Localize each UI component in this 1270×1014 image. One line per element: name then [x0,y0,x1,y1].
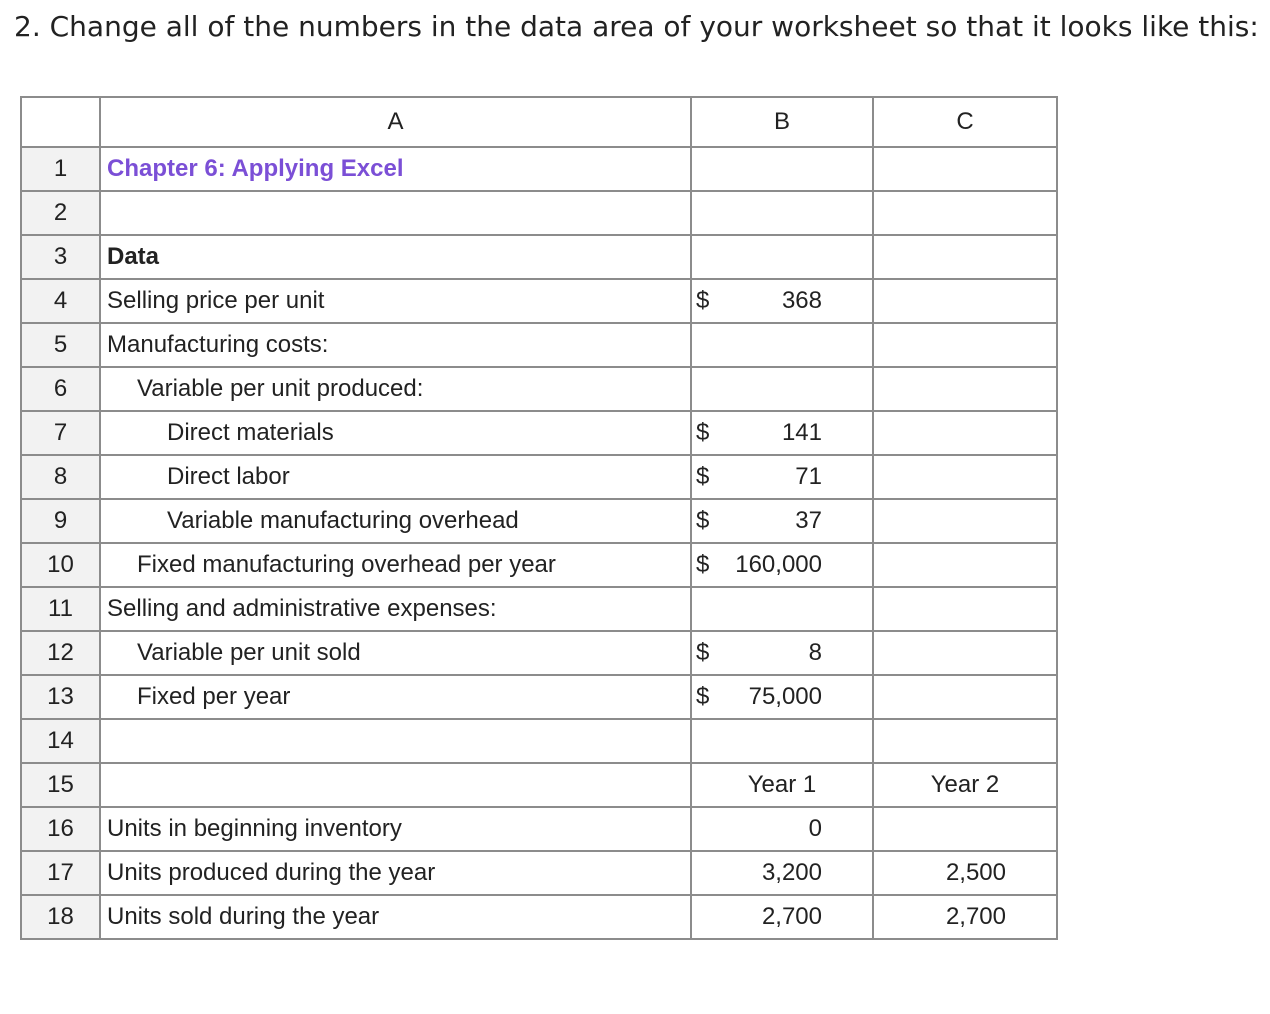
cell-b3[interactable] [691,235,873,279]
column-header-row [21,97,1057,147]
table-row [21,719,1057,763]
cell-value: 0 [808,815,822,842]
cell-b14[interactable] [691,719,873,763]
cell-b8[interactable] [691,455,873,499]
row-header[interactable]: 14 [21,719,100,763]
table-row [21,807,1057,851]
currency-symbol: $ [696,507,710,534]
column-header-c[interactable]: C [873,97,1057,147]
cell-a15[interactable] [100,763,691,807]
cell-b10[interactable] [691,543,873,587]
row-header[interactable]: 12 [21,631,100,675]
cell-c6[interactable] [873,367,1057,411]
row-header[interactable]: 4 [21,279,100,323]
cell-a7[interactable]: Direct materials [100,411,691,455]
row-header[interactable]: 10 [21,543,100,587]
table-row [21,147,1057,191]
cell-a11[interactable]: Selling and administrative expenses: [100,587,691,631]
cell-c3[interactable] [873,235,1057,279]
cell-a12[interactable]: Variable per unit sold [100,631,691,675]
cell-c8[interactable] [873,455,1057,499]
instruction-text: 2. Change all of the numbers in the data area of your worksheet so that it looks like this: [14,10,1259,43]
row-header[interactable]: 17 [21,851,100,895]
cell-c5[interactable] [873,323,1057,367]
cell-a5[interactable]: Manufacturing costs: [100,323,691,367]
cell-value: 2,500 [945,859,1006,886]
column-header-a[interactable]: A [100,97,691,147]
cell-c2[interactable] [873,191,1057,235]
table-row [21,235,1057,279]
table-row [21,367,1057,411]
cell-a3[interactable]: Data [100,235,691,279]
cell-value: 2,700 [945,903,1006,930]
cell-c16[interactable] [873,807,1057,851]
cell-a17[interactable]: Units produced during the year [100,851,691,895]
cell-b5[interactable] [691,323,873,367]
table-row [21,411,1057,455]
cell-b17[interactable] [691,851,873,895]
cell-c13[interactable] [873,675,1057,719]
cell-b12[interactable] [691,631,873,675]
table-row [21,763,1057,807]
currency-symbol: $ [696,419,710,446]
cell-a1[interactable]: Chapter 6: Applying Excel [100,147,691,191]
cell-value: 75,000 [748,683,822,710]
cell-value: 160,000 [735,551,822,578]
cell-b16[interactable] [691,807,873,851]
table-row [21,675,1057,719]
cell-a16[interactable]: Units in beginning inventory [100,807,691,851]
cell-a6[interactable]: Variable per unit produced: [100,367,691,411]
cell-b18[interactable] [691,895,873,939]
table-row [21,279,1057,323]
currency-symbol: $ [696,551,710,578]
table-row [21,895,1057,939]
row-header[interactable]: 2 [21,191,100,235]
currency-symbol: $ [696,639,710,666]
row-header[interactable]: 1 [21,147,100,191]
cell-value: 368 [781,287,822,314]
spreadsheet [20,96,1058,940]
cell-c11[interactable] [873,587,1057,631]
row-header[interactable]: 13 [21,675,100,719]
row-header[interactable]: 11 [21,587,100,631]
row-header[interactable]: 5 [21,323,100,367]
column-header-b[interactable]: B [691,97,873,147]
cell-c4[interactable] [873,279,1057,323]
table-row [21,455,1057,499]
table-row [21,543,1057,587]
cell-b9[interactable] [691,499,873,543]
cell-c18[interactable] [873,895,1057,939]
cell-value: 3,200 [761,859,822,886]
cell-value: 2,700 [761,903,822,930]
cell-c14[interactable] [873,719,1057,763]
table-row [21,191,1057,235]
row-header[interactable]: 16 [21,807,100,851]
row-header[interactable]: 6 [21,367,100,411]
table-row [21,631,1057,675]
cell-value: 141 [781,419,822,446]
row-header[interactable]: 7 [21,411,100,455]
cell-value: 37 [795,507,822,534]
table-row [21,499,1057,543]
cell-b4[interactable] [691,279,873,323]
row-header[interactable]: 18 [21,895,100,939]
cell-value: 8 [808,639,822,666]
cell-c9[interactable] [873,499,1057,543]
currency-symbol: $ [696,463,710,490]
corner-cell [21,97,100,147]
cell-c17[interactable] [873,851,1057,895]
cell-b15[interactable]: Year 1 [691,763,873,807]
cell-c1[interactable] [873,147,1057,191]
cell-b13[interactable] [691,675,873,719]
cell-a9[interactable]: Variable manufacturing overhead [100,499,691,543]
cell-a13[interactable]: Fixed per year [100,675,691,719]
cell-b7[interactable] [691,411,873,455]
cell-b2[interactable] [691,191,873,235]
cell-b6[interactable] [691,367,873,411]
row-header[interactable]: 8 [21,455,100,499]
table-row [21,851,1057,895]
cell-a10[interactable]: Fixed manufacturing overhead per year [100,543,691,587]
table-row [21,323,1057,367]
cell-b1[interactable] [691,147,873,191]
row-header[interactable]: 3 [21,235,100,279]
cell-c7[interactable] [873,411,1057,455]
cell-a4[interactable]: Selling price per unit [100,279,691,323]
row-header[interactable]: 9 [21,499,100,543]
cell-b11[interactable] [691,587,873,631]
cell-c15[interactable]: Year 2 [873,763,1057,807]
cell-a18[interactable]: Units sold during the year [100,895,691,939]
cell-c10[interactable] [873,543,1057,587]
cell-a14[interactable] [100,719,691,763]
currency-symbol: $ [696,683,710,710]
row-header[interactable]: 15 [21,763,100,807]
cell-c12[interactable] [873,631,1057,675]
currency-symbol: $ [696,287,710,314]
table-row [21,587,1057,631]
cell-value: 71 [795,463,822,490]
cell-a2[interactable] [100,191,691,235]
cell-a8[interactable]: Direct labor [100,455,691,499]
